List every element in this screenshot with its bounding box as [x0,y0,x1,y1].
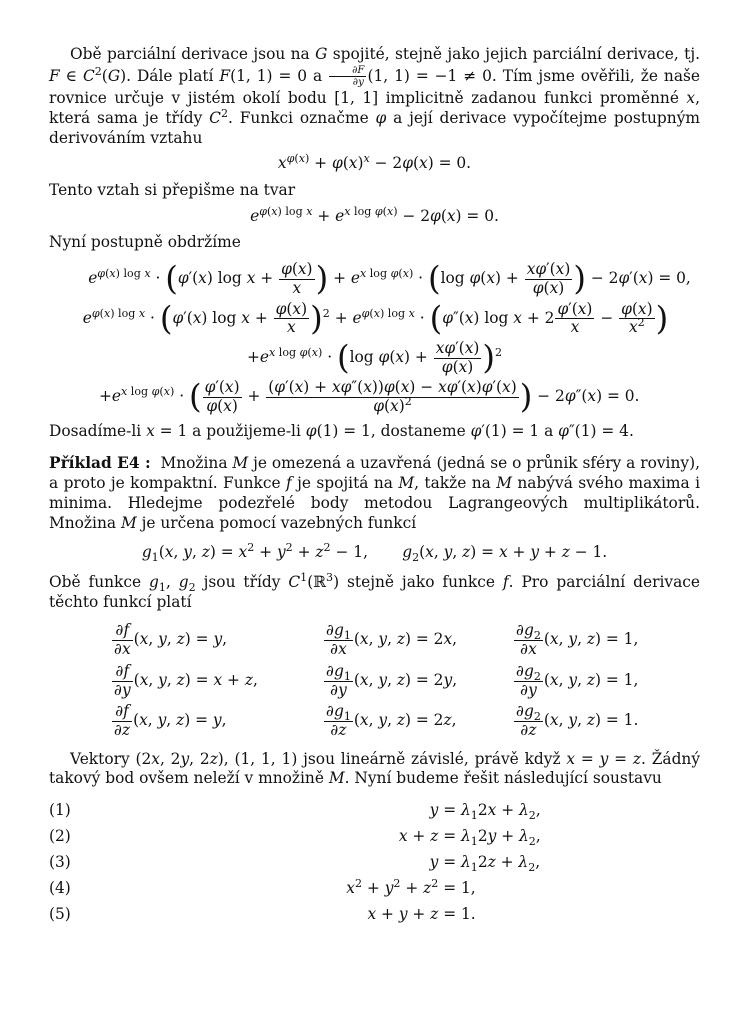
system-row-number: (1) [49,801,71,820]
system-row-number: (3) [49,853,71,872]
system-row-number: (5) [49,905,71,924]
equation-second-derivative-line2: $+e^{x log \varphi(x)} \cdot (\log$ φ(x) + $\frac{x\varphi'(x)}{\varphi(x)}$ )$^2$ [247,338,503,377]
paragraph-obtain: Nyní postupně obdržíme [49,233,241,252]
system-row-rhs: $\lambda_12z + \lambda_2$, [461,853,541,875]
system-row-lhs: x + z = [398,827,461,846]
partials-row-z: $\frac{\partial f}{\partial z}$ (x, y, z) = y, $\frac{\partial g_1}{\partial z}$ (x, y, z) = 2z, $\frac{\partial g_2}{\partial z}$ (x, y, z) = 1. [114,702,639,739]
system-row-rhs: 1. [461,905,476,924]
system-row-rhs: $\lambda_12x + \lambda_2$, [461,801,541,823]
system-row [49,876,700,902]
system-row-number: (2) [49,827,71,846]
system-row-rhs: 1, [461,879,476,898]
equation-exponential-form: $e^{\varphi(x) log x} + e^{x log \varphi(x)} - 2\varphi(x) = 0$. [250,204,499,225]
system-row [49,850,700,876]
example-label: Příklad E4 : [49,454,151,473]
document-page [49,45,700,928]
paragraph-example: Příklad E4 : Množina M je omezená a uzavřená (jedná se o průnik sféry a roviny), a proto je kompaktní. Funkce f je spojitá na M, takže na M nabývá svého maxima i minima. Hledejme podezřelé body metodou Lagrangeových multiplikátorů. Množina M je určena pomocí vazebných funkcí [49,454,701,532]
equation-implicit: $x^{\varphi(x)} + \varphi(x)^x - 2\varphi(x) = 0$. [277,152,472,173]
derivative-block [49,261,700,416]
system-row-lhs: y = [429,853,461,872]
system-row-lhs: y = [429,801,461,820]
paragraph-intro: Obě parciální derivace jsou na G spojité, stejně jako jejich parciální derivace, tj. F ∈ $C^2(G)$. Dále platí F(1, 1) = 0 a $\frac{\partial F}{\partial y}$ (1, 1) = −1 ≠ 0. Tím jsme ověřili, že naše rovnice určuje v jistém okolí bodu [1, 1] implicitně zadanou funkci proměnné x, která sama je třídy $C^2$. Funkci označme φ a její derivace vypočítejme postupným derivováním vztahu [49,45,701,147]
partial-derivatives-table [111,620,638,741]
equation-second-derivative-line1: $e^{\varphi(x) log x} \cdot (\varphi'(x)$ log x + $\frac{\varphi(x)}{x}$ )$^2 + e^{\varphi(x) log x} \cdot (\varphi''(x)$ log x + 2 $\frac{\varphi'(x)}{x}$ − $\frac{\varphi(x)}{x^2}$ ) [82,298,669,337]
equation-second-derivative-line3: $+e^{x log \varphi(x)}$ · ( $\frac{\varphi'(x)}{\varphi(x)}$ + $\frac{(\varphi'(x) + x\varphi''(x))\varphi(x) - x\varphi'(x)\varphi'(x)}{\varphi(x)^2}$ ) − 2φ″(x) = 0. [99,377,640,416]
system-row-lhs: $x^2 + y^2 + z^2$ = [346,877,461,898]
partials-row-y: $\frac{\partial f}{\partial y}$ (x, y, z) = x + z, $\frac{\partial g_1}{\partial y}$ (x, y, z) = 2y, $\frac{\partial g_2}{\partial y}$ (x, y, z) = 1, [114,661,639,699]
equation-first-derivative: $e^{\varphi(x) log x} \cdot (\varphi'(x)$ log x + $\frac{\varphi(x)}{x}$ ) + $e^{x log \varphi(x)} \cdot (\log$ φ(x) + $\frac{x\varphi'(x)}{\varphi(x)}$ ) − 2φ′(x) = 0, [88,259,691,298]
paragraph-vectors: Vektory (2x, 2y, 2z), (1, 1, 1) jsou lineárně závislé, právě když x = y = z. Žádný takový bod ovšem neleží v množině M. Nyní budeme řešit následující soustavu [49,749,701,788]
equation-system [49,798,700,928]
partials-row-x: $\frac{\partial f}{\partial x}$ (x, y, z) = y, $\frac{\partial g_1}{\partial x}$ (x, y, z) = 2x, $\frac{\partial g_2}{\partial x}$ (x, y, z) = 1, [114,621,639,659]
system-row [49,902,700,928]
system-row-number: (4) [49,879,71,898]
system-row [49,798,700,824]
system-row-lhs: x + y + z = [367,905,461,924]
equation-constraints: $g_1(x$, y, $z) = x^2 + y^2 + z^2 - 1$, $g_2(x$, y, z) = x + y + z − 1. [141,541,608,565]
paragraph-rewrite: Tento vztah si přepišme na tvar [49,180,296,199]
paragraph-substitute: Dosadíme-li x = 1 a použijeme-li φ(1) = 1, dostaneme φ′(1) = 1 a φ″(1) = 4. [49,421,634,440]
system-row [49,824,700,850]
paragraph-classes: Obě funkce $g_1$, $g_2$ jsou třídy $C^1(ℝ^3)$ stejně jako funkce f. Pro parciální derivace těchto funkcí platí [49,570,700,611]
system-row-rhs: $\lambda_12y + \lambda_2$, [461,827,541,849]
